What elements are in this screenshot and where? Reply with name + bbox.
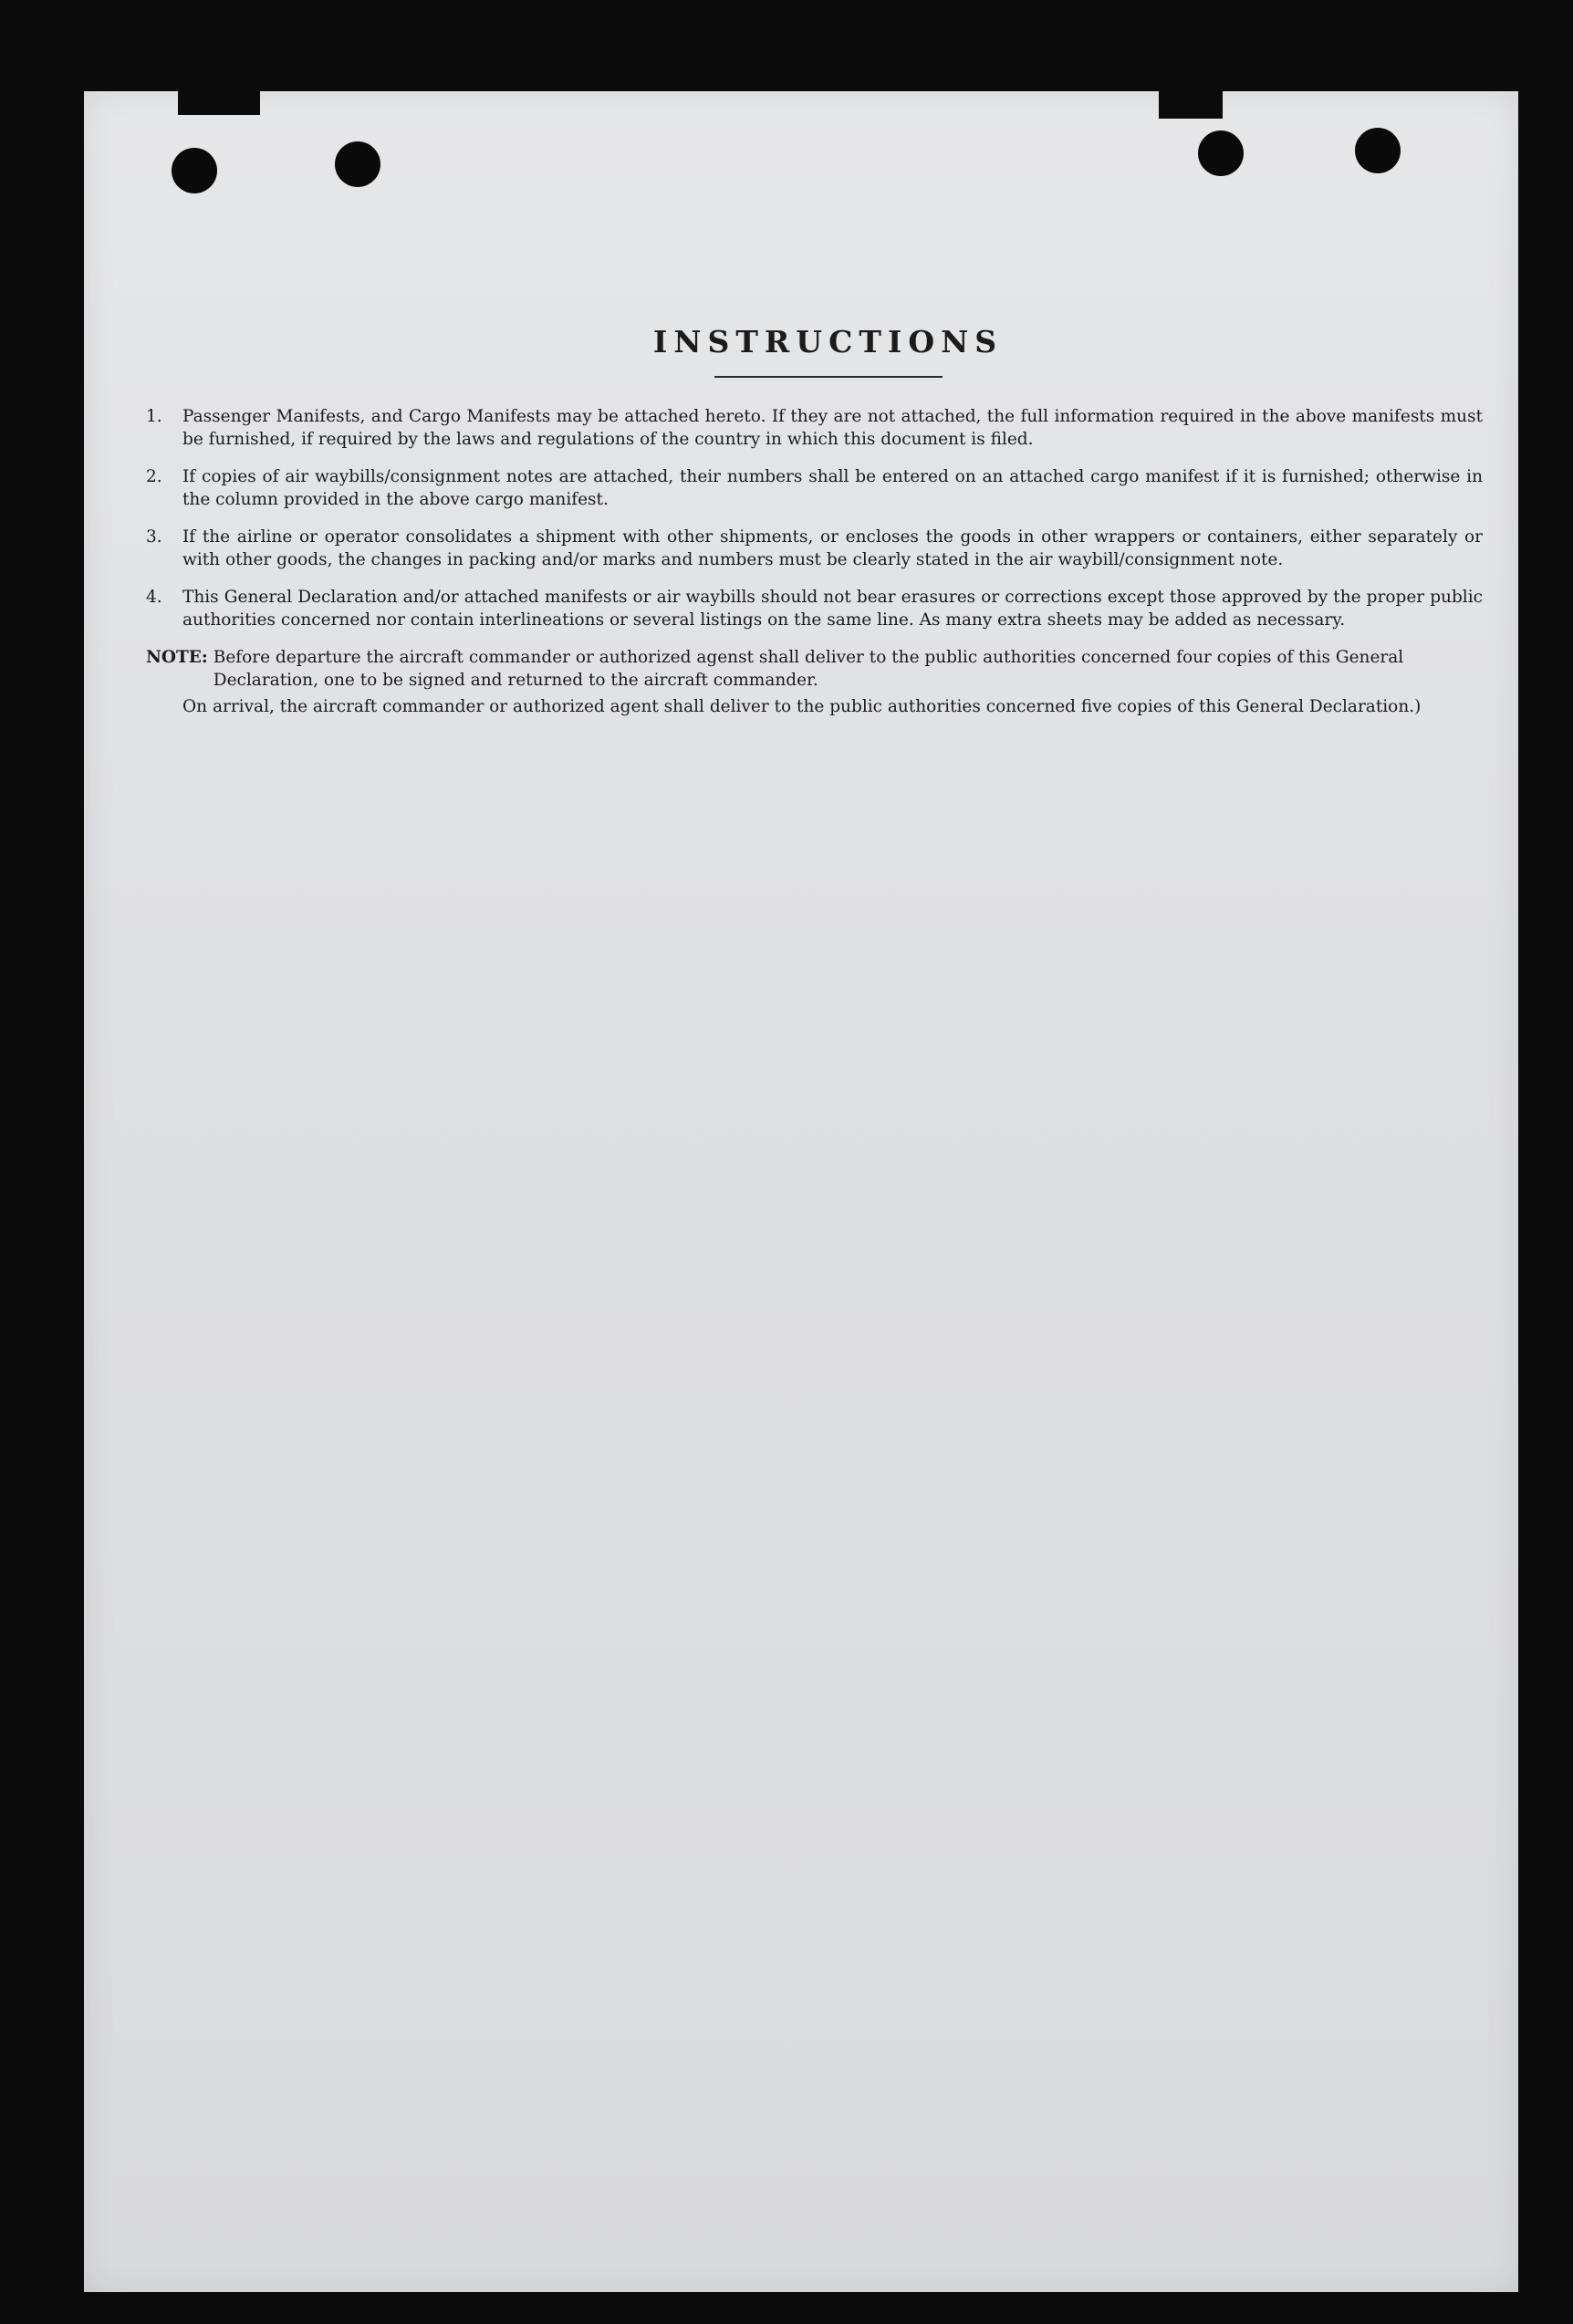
item-text: If copies of air waybills/consignment notes are attached, their numbers shall be entered on an attached cargo manifest if it is furnished; otherwise in the column provided in the above cargo manifest. [182,467,1483,509]
list-item [146,465,1483,511]
title-divider [714,376,943,378]
item-text: This General Declaration and/or attached manifests or air waybills should not bear erasures or corrections except those approved by the proper public authorities concerned nor contain interlineations or several listings on the same line. As many extra sheets may be added as necessary. [182,588,1483,630]
item-number: 1. [146,407,162,426]
instructions-section [146,324,1483,718]
punch-hole [172,148,217,193]
item-text: Passenger Manifests, and Cargo Manifests may be attached hereto. If they are not attached, the full information required in the above manifests must be furnished, if required by the laws and regulations of the country in which this document is filed. [182,407,1483,449]
note-text: Before departure the aircraft commander or authorized agenst shall deliver to the public authorities concerned four copies of this General Declaration, one to be signed and returned to the aircraft commander. [213,648,1404,690]
binder-tab-right [1159,88,1223,119]
punch-hole [1198,130,1244,176]
item-number: 3. [146,527,162,547]
binder-tab-left [178,88,260,115]
list-item [146,526,1483,571]
list-item [146,405,1483,451]
note-label: NOTE: [146,648,208,667]
note-continuation: On arrival, the aircraft commander or authorized agent shall deliver to the public authorities concerned five copies of this General Declaration.) [182,697,1422,716]
punch-hole [335,141,380,187]
page-title: INSTRUCTIONS [652,324,1004,360]
item-number: 2. [146,467,162,486]
list-item [146,586,1483,631]
note-paragraph [146,646,1483,692]
instruction-list [146,405,1483,631]
item-text: If the airline or operator consolidates a shipment with other shipments, or encloses the goods in other wrappers or containers, either separately or with other goods, the changes in packing and/or marks and numbers must be clearly stated in the air waybill/consignment note. [182,527,1483,569]
item-number: 4. [146,588,162,607]
punch-hole [1355,128,1401,173]
